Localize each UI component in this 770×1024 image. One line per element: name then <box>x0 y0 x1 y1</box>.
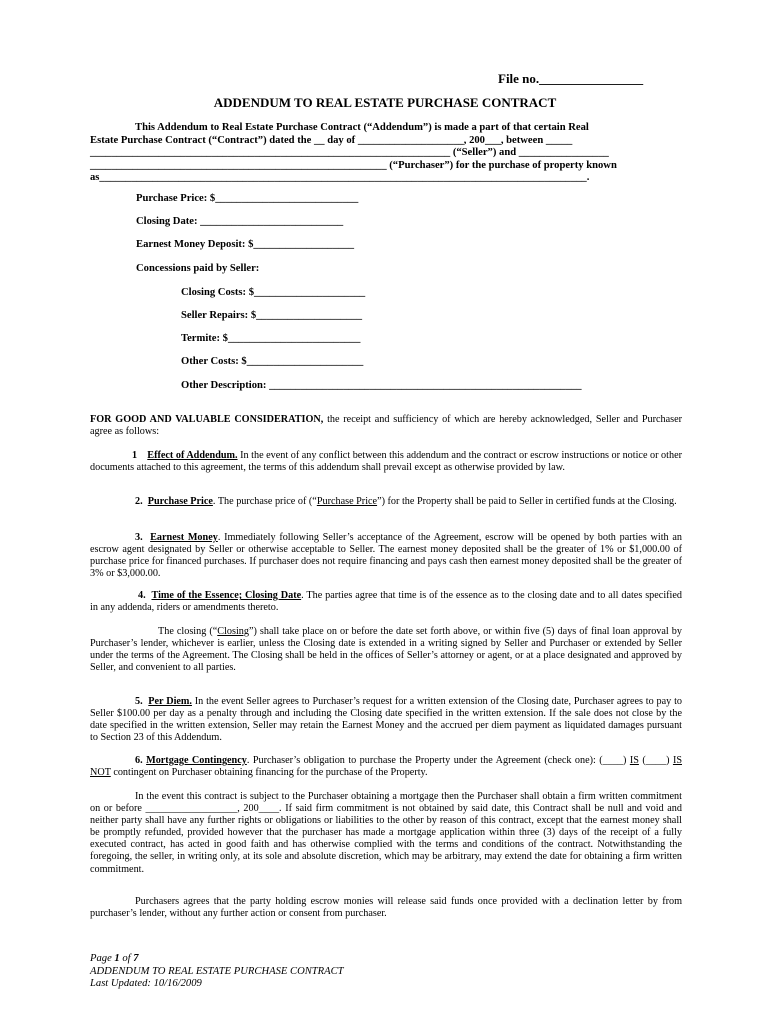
section-2-title: Purchase Price <box>147 496 213 507</box>
footer-updated: Last Updated: 10/16/2009 <box>90 978 202 989</box>
document-title: ADDENDUM TO REAL ESTATE PURCHASE CONTRACT <box>213 95 557 110</box>
section-3-number: 3. <box>135 532 143 543</box>
closing-date-field[interactable]: Closing Date: ___________________________ <box>136 216 344 227</box>
section-6-text-a: . Purchaser’s obligation to purchase the Property under the Agreement (check one): (____) <box>246 755 630 766</box>
section-2-text-a: . The purchase price of (“ <box>212 496 317 507</box>
consideration-paragraph <box>90 414 682 438</box>
section-1-text: In the event of any conflict between this addendum and the contract or escrow instructions or notice or other documents attached to this agreement, the terms of this addendum shall prevail except as otherwise provided by law. <box>90 450 682 474</box>
other-costs-field[interactable]: Other Costs: $______________________ <box>181 356 364 367</box>
closing-text-b: ”) shall take place on or before the date set forth above, or within five (5) days of final loan approval by Purchaser’s lender, whichever is earlier, unless the Closing date is extended in a writing signed by Seller and Purchaser or extended by Seller under the terms of the Agreement. The Closing shall be held in the offices of Seller’s attorney or agent, or at a place designated and approved by Seller, and convenient to all parties. <box>90 626 682 674</box>
footer-doc-title: ADDENDUM TO REAL ESTATE PURCHASE CONTRACT <box>90 965 344 977</box>
closing-text-a: The closing (“ <box>158 626 218 637</box>
termite-field[interactable]: Termite: $_________________________ <box>181 333 361 344</box>
section-2 <box>90 496 682 508</box>
escrow-text: Purchasers agrees that the party holding escrow monies will release said funds once provided with a declination letter by from purchaser’s lender, without any further action or consent from purchaser. <box>90 896 682 920</box>
closing-paragraph <box>90 626 682 674</box>
section-1-title: Effect of Addendum. <box>147 450 238 461</box>
earnest-money-field[interactable]: Earnest Money Deposit: $___________________ <box>136 239 355 250</box>
closing-costs-field[interactable]: Closing Costs: $_____________________ <box>181 287 366 298</box>
intro-line-4: ________________________________________________________ (“Purchaser”) for the purchase of property known <box>90 159 617 171</box>
section-1-number: 1 <box>132 450 138 461</box>
section-4-text: . The parties agree that time is of the essence as to the closing date and to all dates specified in any addenda, riders or amendments thereto. <box>90 590 682 614</box>
section-4 <box>90 590 682 614</box>
seller-repairs-field[interactable]: Seller Repairs: $____________________ <box>181 310 363 321</box>
section-3-title: Earnest Money <box>150 532 218 543</box>
section-2-text-b: ”) for the Property shall be paid to Seller in certified funds at the Closing. <box>377 496 677 507</box>
section-6-title: Mortgage Contingency <box>146 755 247 766</box>
other-description-field[interactable]: Other Description: ___________________________________________________________ <box>181 380 582 391</box>
purchase-price-field[interactable]: Purchase Price: $___________________________ <box>136 193 359 204</box>
consideration-lead: FOR GOOD AND VALUABLE CONSIDERATION, <box>90 414 324 425</box>
closing-defined-term: Closing <box>217 626 249 637</box>
section-6-text-c: contingent on Purchaser obtaining financing for the purchase of the Property. <box>110 767 428 779</box>
page-number: Page 1 of 7 <box>90 953 139 964</box>
concessions-heading: Concessions paid by Seller: <box>136 263 260 274</box>
section-5-number: 5. <box>135 696 143 707</box>
section-3 <box>90 532 682 580</box>
escrow-paragraph <box>90 896 682 920</box>
intro-line-3: ____________________________________________________________________ (“Seller”) and _________________ <box>90 147 609 158</box>
section-6-number: 6. <box>135 755 143 766</box>
section-3-text: . Immediately following Seller’s acceptance of the Agreement, escrow will be opened by both parties with an escrow agent designated by Seller or otherwise acceptable to Seller. The earnest money deposited shall be the greater of 1% or $1,000.00 of purchase price for financed purchases. If purchaser does not require financing and pays cash then earnest money deposited shall be the greater of 3% or $3,000.00. <box>90 532 682 580</box>
intro-line-1: This Addendum to Real Estate Purchase Contract (“Addendum”) is made a part of that certain Real <box>135 122 589 133</box>
intro-line-5: as____________________________________________________________________________________________. <box>90 172 590 183</box>
page-footer <box>90 953 344 991</box>
is-option[interactable]: IS <box>629 755 639 766</box>
section-5-text: In the event Seller agrees to Purchaser’s request for a written extension of the Closing date, Purchaser agrees to pay to Seller $100.00 per day as a penalty through and including the Closing date specified in the written extension. If the sale does not close by the date specified in the written extension, Seller may retain the Earnest Money and the accrued per diem payment as liquidated damages pursuant to Section 23 of this Addendum. <box>90 696 682 744</box>
intro-paragraph <box>90 122 682 185</box>
section-1 <box>90 450 682 474</box>
section-6 <box>90 755 682 779</box>
section-2-defined-term: Purchase Price <box>316 496 378 507</box>
section-4-title: Time of the Essence; Closing Date <box>151 590 302 601</box>
section-4-number: 4. <box>138 590 146 601</box>
file-number: File no.________________ <box>498 71 644 86</box>
section-5 <box>90 696 682 744</box>
mortgage-paragraph <box>90 791 682 876</box>
section-6-text-b: (____) <box>638 755 673 766</box>
is-not-option[interactable]: IS NOT <box>90 755 682 779</box>
mortgage-text: In the event this contract is subject to the Purchaser obtaining a mortgage then the Purchaser shall obtain a firm written commitment on or before __________________, 200____. If said firm commitment is not obtained by said date, this Contract shall be null and void and neither party shall have any further rights or obligations or liabilities to the other by reason of this contract, except that the earnest money shall be promptly refunded, provided however that the purchaser has made a mortgage application within three (3) days of the receipt of a fully executed contract, has acted in good faith and has otherwise complied with the terms and conditions of the contract. Notwithstanding the foregoing, the seller, in writing only, at its sole and absolute discretion, which may be arbitrary, may extend the date for obtaining a firm written commitment. <box>90 791 682 875</box>
section-2-number: 2. <box>135 496 143 507</box>
section-5-title: Per Diem. <box>148 696 192 707</box>
intro-line-2: Estate Purchase Contract (“Contract”) dated the __ day of ____________________, 200___, between _____ <box>90 134 573 146</box>
consideration-text: the receipt and sufficiency of which are hereby acknowledged, Seller and Purchaser agree as follows: <box>90 414 683 438</box>
